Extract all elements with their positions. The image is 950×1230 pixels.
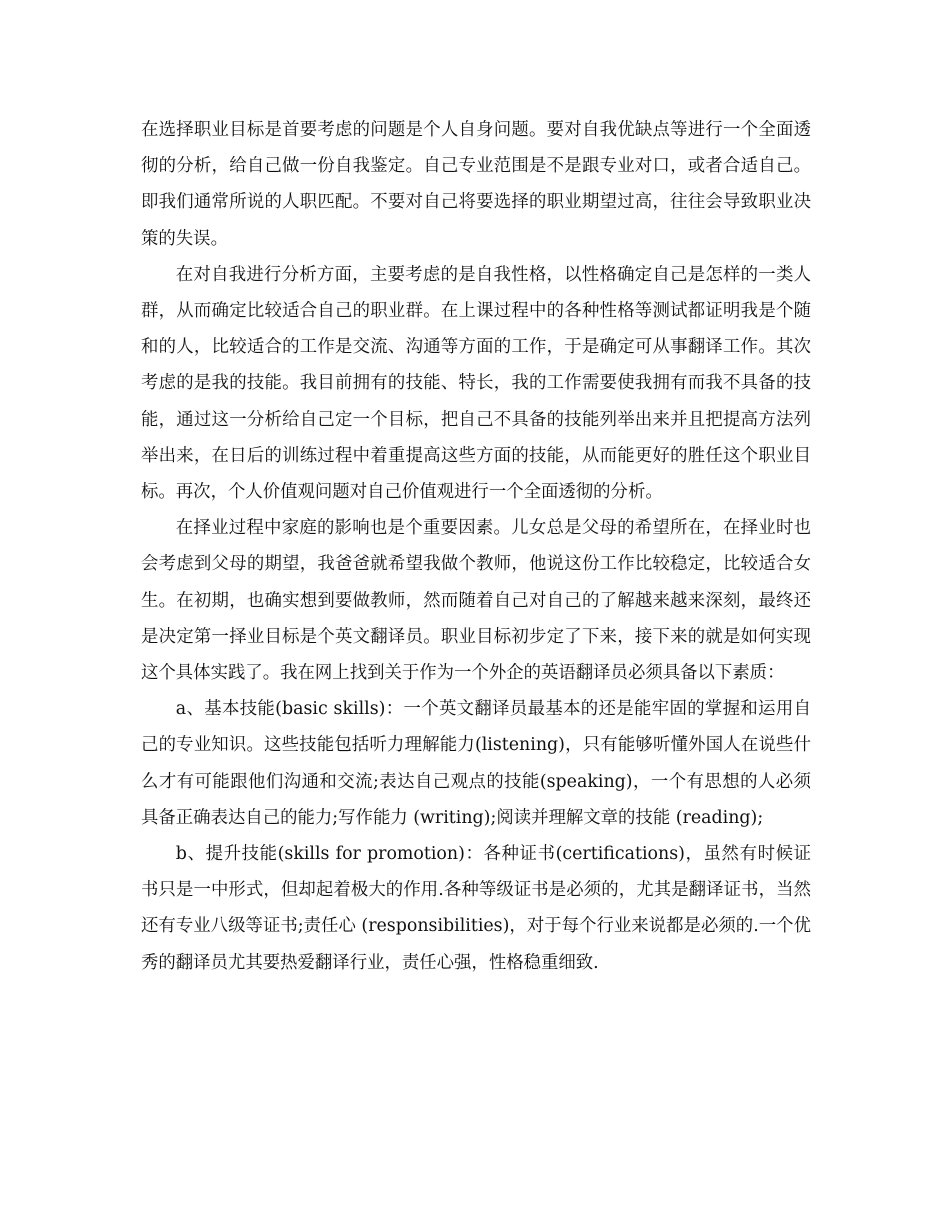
paragraph-personality-skills: 在对自我进行分析方面，主要考虑的是自我性格，以性格确定自己是怎样的一类人群，从而确定比较适合自己的职业群。在上课过程中的各种性格等测试都证明我是个随和的人，比较适合的工作是交流、沟通等方面的工作，于是确定可从事翻译工作。其次考虑的是我的技能。我目前拥有的技能、特长，我的工作需要使我拥有而我不具备的技能，通过这一分析给自己定一个目标，把自己不具备的技能列举出来并且把提高方法列举出来，在日后的训练过程中着重提高这些方面的技能，从而能更好的胜任这个职业目标。再次，个人价值观问题对自己价值观进行一个全面透彻的分析。 [141,264,811,503]
paragraph-basic-skills: a、基本技能(basic skills)：一个英文翻译员最基本的还是能牢固的掌握和运用自己的专业知识。这些技能包括听力理解能力(listening)，只有能够听懂外国人在说些什么才有可能跟他们沟通和交流;表达自己观点的技能(speaking)，一个有思想的人必须具备正确表达自己的能力;写作能力 (writing);阅读并理解文章的技能 (reading); [141,699,811,828]
document-body [141,112,811,981]
paragraph-family-influence: 在择业过程中家庭的影响也是个重要因素。儿女总是父母的希望所在，在择业时也会考虑到父母的期望，我爸爸就希望我做个教师，他说这份工作比较稳定，比较适合女生。在初期，也确实想到要做教师，然而随着自己对自己的了解越来越来深刻，最终还是决定第一择业目标是个英文翻译员。职业目标初步定了下来，接下来的就是如何实现这个具体实践了。我在网上找到关于作为一个外企的英语翻译员必须具备以下素质： [141,518,811,684]
paragraph-promotion-skills: b、提升技能(skills for promotion)：各种证书(certifications)，虽然有时候证书只是一中形式，但却起着极大的作用.各种等级证书是必须的，尤其是翻译证书，当然还有专业八级等证书;责任心 (responsibilities)，对于每个行业来说都是必须的.一个优秀的翻译员尤其要热爱翻译行业，责任心强，性格稳重细致. [141,844,811,973]
paragraph-self-analysis-intro: 在选择职业目标是首要考虑的问题是个人自身问题。要对自我优缺点等进行一个全面透彻的分析，给自己做一份自我鉴定。自己专业范围是不是跟专业对口，或者合适自己。即我们通常所说的人职匹配。不要对自己将要选择的职业期望过高，往往会导致职业决策的失误。 [141,120,811,249]
